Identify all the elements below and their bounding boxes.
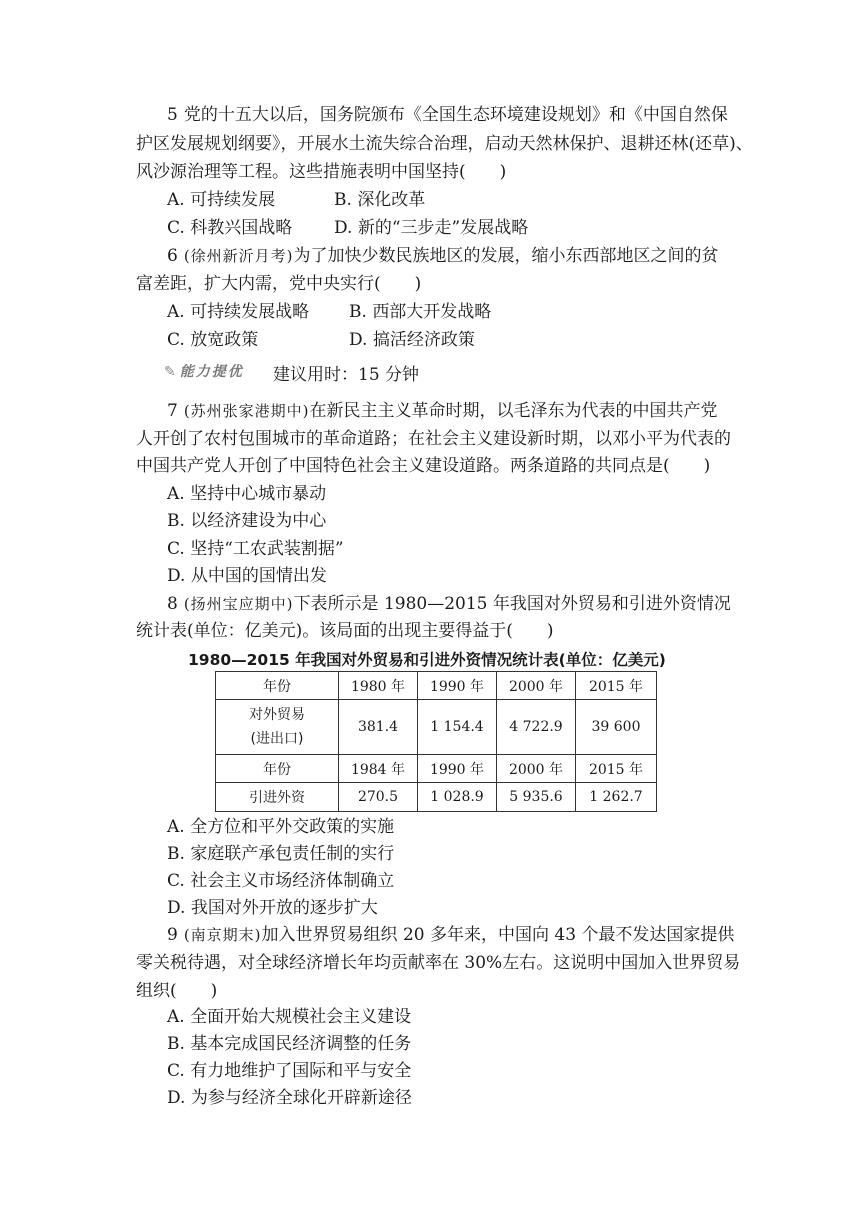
table-header-cell: 年份 bbox=[216, 672, 339, 700]
q8-option-a[interactable]: A. 全方位和平外交政策的实施 bbox=[167, 817, 395, 837]
table-header-cell: 1990 年 bbox=[418, 755, 497, 783]
q9-option-a[interactable]: A. 全面开始大规模社会主义建设 bbox=[167, 1007, 412, 1027]
table-cell: 1 028.9 bbox=[418, 783, 497, 812]
q6-number: 6 bbox=[167, 246, 178, 266]
q5-option-a[interactable]: A. 可持续发展 bbox=[167, 190, 276, 210]
q7-stem-line-1: 在新民主主义革命时期，以毛泽东为代表的中国共产党 bbox=[309, 401, 718, 421]
q5-stem-line-1: 党的十五大以后，国务院颁布《全国生态环境建设规划》和《中国自然保 bbox=[183, 105, 728, 125]
q7-stem-line-3: 中国共产党人开创了中国特色社会主义建设道路。两条道路的共同点是( ) bbox=[136, 456, 711, 476]
pencil-icon: ✎ bbox=[164, 364, 178, 380]
table-header-cell: 年份 bbox=[216, 755, 339, 783]
ability-badge-label: 能力提优 bbox=[179, 364, 244, 380]
table-cell: 4 722.9 bbox=[497, 700, 576, 755]
table-row-label-line-2: (进出口) bbox=[250, 731, 304, 747]
q7-option-a[interactable]: A. 坚持中心城市暴动 bbox=[167, 484, 327, 504]
q9-source: (南京期末) bbox=[183, 926, 262, 944]
q6-stem-line-1: 为了加快少数民族地区的发展，缩小东西部地区之间的贫 bbox=[293, 246, 719, 266]
q6-option-c[interactable]: C. 放宽政策 bbox=[167, 330, 259, 350]
suggested-time: 建议用时：15 分钟 bbox=[273, 365, 420, 385]
q7-number: 7 bbox=[167, 401, 178, 421]
table-cell: 270.5 bbox=[339, 783, 418, 812]
q9-option-c[interactable]: C. 有力地维护了国际和平与安全 bbox=[167, 1061, 412, 1081]
q5-option-d[interactable]: D. 新的“三步走”发展战略 bbox=[334, 218, 529, 238]
q8-stem-line-2: 统计表(单位：亿美元)。该局面的出现主要得益于( ) bbox=[136, 621, 554, 641]
table-header-cell: 2000 年 bbox=[497, 672, 576, 700]
q7-stem-line-2: 人开创了农村包围城市的革命道路；在社会主义建设新时期，以邓小平为代表的 bbox=[136, 429, 731, 449]
q9-stem-line-1: 加入世界贸易组织 20 多年来，中国向 43 个最不发达国家提供 bbox=[261, 925, 735, 945]
q8-line-1 bbox=[167, 591, 731, 617]
q7-option-b[interactable]: B. 以经济建设为中心 bbox=[167, 511, 327, 531]
q9-stem-line-2: 零关税待遇，对全球经济增长年均贡献率在 30%左右。这说明中国加入世界贸易 bbox=[136, 953, 741, 973]
q9-line-1 bbox=[167, 922, 734, 948]
table-header-cell: 2015 年 bbox=[576, 755, 657, 783]
table-cell: 39 600 bbox=[576, 700, 657, 755]
table-header-cell: 2000 年 bbox=[497, 755, 576, 783]
q5-line-1 bbox=[167, 102, 728, 128]
table-title: 1980—2015 年我国对外贸易和引进外资情况统计表(单位：亿美元) bbox=[188, 651, 666, 669]
q6-option-b[interactable]: B. 西部大开发战略 bbox=[349, 302, 492, 322]
table-header-cell: 1980 年 bbox=[339, 672, 418, 700]
table-row-label bbox=[216, 700, 339, 755]
q5-stem-line-2: 护区发展规划纲要》，开展水土流失综合治理，启动天然林保护、退耕还林(还草)、 bbox=[136, 134, 753, 154]
q8-option-c[interactable]: C. 社会主义市场经济体制确立 bbox=[167, 871, 395, 891]
table-header-cell: 1984 年 bbox=[339, 755, 418, 783]
q8-option-d[interactable]: D. 我国对外开放的逐步扩大 bbox=[167, 898, 378, 918]
q6-option-d[interactable]: D. 搞活经济政策 bbox=[349, 330, 475, 350]
table-row bbox=[216, 783, 657, 812]
q9-number: 9 bbox=[167, 925, 178, 945]
q6-stem-line-2: 富差距，扩大内需，党中央实行( ) bbox=[136, 274, 422, 294]
ability-section-badge bbox=[164, 361, 244, 381]
table-row-label-line-1: 对外贸易 bbox=[249, 707, 305, 723]
table-row-label: 引进外资 bbox=[216, 783, 339, 812]
q8-option-b[interactable]: B. 家庭联产承包责任制的实行 bbox=[167, 844, 395, 864]
q5-option-c[interactable]: C. 科教兴国战略 bbox=[167, 218, 293, 238]
q6-line-1 bbox=[167, 243, 719, 269]
q9-option-b[interactable]: B. 基本完成国民经济调整的任务 bbox=[167, 1034, 412, 1054]
q6-source: (徐州新沂月考) bbox=[183, 247, 294, 265]
q9-stem-line-3: 组织( ) bbox=[136, 981, 218, 1001]
table-cell: 5 935.6 bbox=[497, 783, 576, 812]
q7-option-c[interactable]: C. 坚持“工农武装割据” bbox=[167, 539, 344, 559]
table-header-cell: 2015 年 bbox=[576, 672, 657, 700]
q8-stem-line-1: 下表所示是 1980—2015 年我国对外贸易和引进外资情况 bbox=[293, 594, 731, 614]
q5-number: 5 bbox=[167, 105, 178, 125]
q7-line-1 bbox=[167, 398, 718, 424]
q5-stem-line-3: 风沙源治理等工程。这些措施表明中国坚持( ) bbox=[136, 162, 507, 182]
q6-option-a[interactable]: A. 可持续发展战略 bbox=[167, 302, 310, 322]
table-cell: 1 262.7 bbox=[576, 783, 657, 812]
q5-option-b[interactable]: B. 深化改革 bbox=[334, 190, 426, 210]
table-header-cell: 1990 年 bbox=[418, 672, 497, 700]
q8-number: 8 bbox=[167, 594, 178, 614]
q7-source: (苏州张家港期中) bbox=[183, 402, 310, 420]
q8-source: (扬州宝应期中) bbox=[183, 595, 294, 613]
table-header-row bbox=[216, 672, 657, 700]
q7-option-d[interactable]: D. 从中国的国情出发 bbox=[167, 566, 327, 586]
table-row bbox=[216, 700, 657, 755]
table-header-row bbox=[216, 755, 657, 783]
q9-option-d[interactable]: D. 为参与经济全球化开辟新途径 bbox=[167, 1088, 412, 1108]
table-cell: 381.4 bbox=[339, 700, 418, 755]
trade-investment-table bbox=[215, 671, 657, 812]
table-cell: 1 154.4 bbox=[418, 700, 497, 755]
